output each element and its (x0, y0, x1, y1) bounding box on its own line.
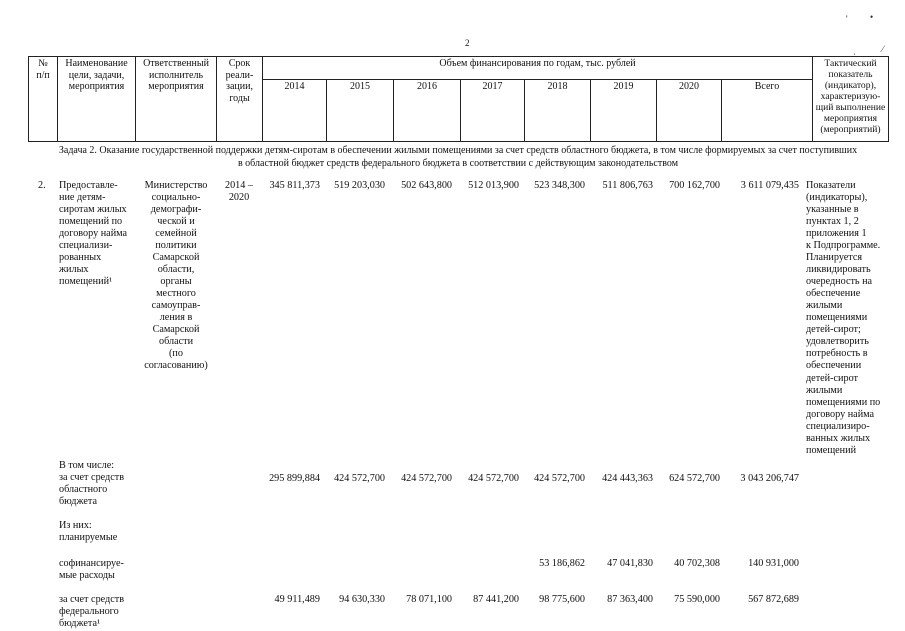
page-number: 2 (465, 38, 470, 48)
header-indicator: Тактический показатель (индикатор), характеризую- щий выполнение мероприятия (мероприятий) (813, 57, 889, 142)
row-indicator: Показатели (индикаторы), указанные в пунктах 1, 2 приложения 1 к Подпрограмме. Планируется ликвидировать очередность на обеспечение жилыми помещениями детей-сирот; удовлетворить потребность в обеспечении детей-сирот жилыми помещениями по договору найма специализиро- ванных жилых помещений (806, 180, 881, 456)
subrow-value: 87 363,400 (607, 594, 653, 605)
row-value: 519 203,030 (334, 180, 385, 191)
scan-speck: ' (846, 14, 848, 24)
scan-speck: • (870, 12, 874, 22)
row-value: 502 643,800 (401, 180, 452, 191)
subrow-value: 53 186,862 (539, 558, 585, 569)
header-year: 2018 (525, 80, 591, 142)
row-name: Предоставле- ние детям- сиротам жилых помещений по договору найма специализи- рованных жилых помещений¹ (59, 180, 128, 288)
header-finance: Объем финансирования по годам, тыс. рублей (263, 57, 813, 80)
row-number: 2. (38, 180, 46, 191)
subrow-value: 47 041,830 (607, 558, 653, 569)
subrow-label: софинансируе- мые расходы (59, 558, 124, 582)
subrow-value: 424 572,700 (334, 473, 385, 484)
row-value: 345 811,373 (269, 180, 320, 191)
header-year: 2019 (591, 80, 657, 142)
header-year: 2015 (327, 80, 394, 142)
row-term: 2014 – 2020 (224, 180, 253, 204)
header-year: 2016 (394, 80, 461, 142)
subrow-value: 40 702,308 (674, 558, 720, 569)
row-total: 3 611 079,435 (740, 180, 799, 191)
subrow-value: 75 590,000 (674, 594, 720, 605)
header-year: 2017 (461, 80, 525, 142)
row-responsible: Министерство социально- демографи- ческой и семейной политики Самарской области, органы местного самоуправ- ления в Самарской области (по согласованию) (144, 180, 208, 372)
header-responsible: Ответственный исполнитель мероприятия (136, 57, 217, 142)
header-term: Срок реали- зации, годы (217, 57, 263, 142)
subrow-value: 94 630,330 (339, 594, 385, 605)
header-table (28, 56, 889, 142)
row-value: 512 013,900 (468, 180, 519, 191)
row-value: 700 162,700 (669, 180, 720, 191)
scan-speck: ⁄ (882, 44, 884, 54)
subrow-value: 78 071,100 (406, 594, 452, 605)
task-title: Задача 2. Оказание государственной поддержки детям-сиротам в обеспечении жилыми помещениями за счет средств областного бюджета, в том числе формируемых за счет поступивших в областной бюджет средств федерального бюджета в соответствии с действующим законодательством (58, 145, 858, 169)
subrow-value: 295 899,884 (269, 473, 320, 484)
header-name: Наименование цели, задачи, мероприятия (58, 57, 136, 142)
header-year: 2020 (657, 80, 722, 142)
subrow-value: 424 572,700 (401, 473, 452, 484)
subrow-value: 624 572,700 (669, 473, 720, 484)
header-total: Всего (722, 80, 813, 142)
subrow-label: за счет средств федерального бюджета¹ (59, 594, 125, 630)
subrow-total: 140 931,000 (748, 558, 799, 569)
scan-speck: ͺ (853, 45, 856, 55)
subrow-value: 424 443,363 (602, 473, 653, 484)
row-value: 523 348,300 (534, 180, 585, 191)
subrow-value: 424 572,700 (534, 473, 585, 484)
subrow-label: В том числе: за счет средств областного бюджета (59, 460, 125, 508)
subrow-value: 49 911,489 (274, 594, 320, 605)
subrow-value: 424 572,700 (468, 473, 519, 484)
header-num: № п/п (29, 57, 58, 142)
row-value: 511 806,763 (602, 180, 653, 191)
subrow-label: Из них: планируемые (59, 520, 118, 544)
subrow-total: 567 872,689 (748, 594, 799, 605)
subrow-value: 87 441,200 (473, 594, 519, 605)
subrow-total: 3 043 206,747 (740, 473, 799, 484)
header-year: 2014 (263, 80, 327, 142)
subrow-value: 98 775,600 (539, 594, 585, 605)
